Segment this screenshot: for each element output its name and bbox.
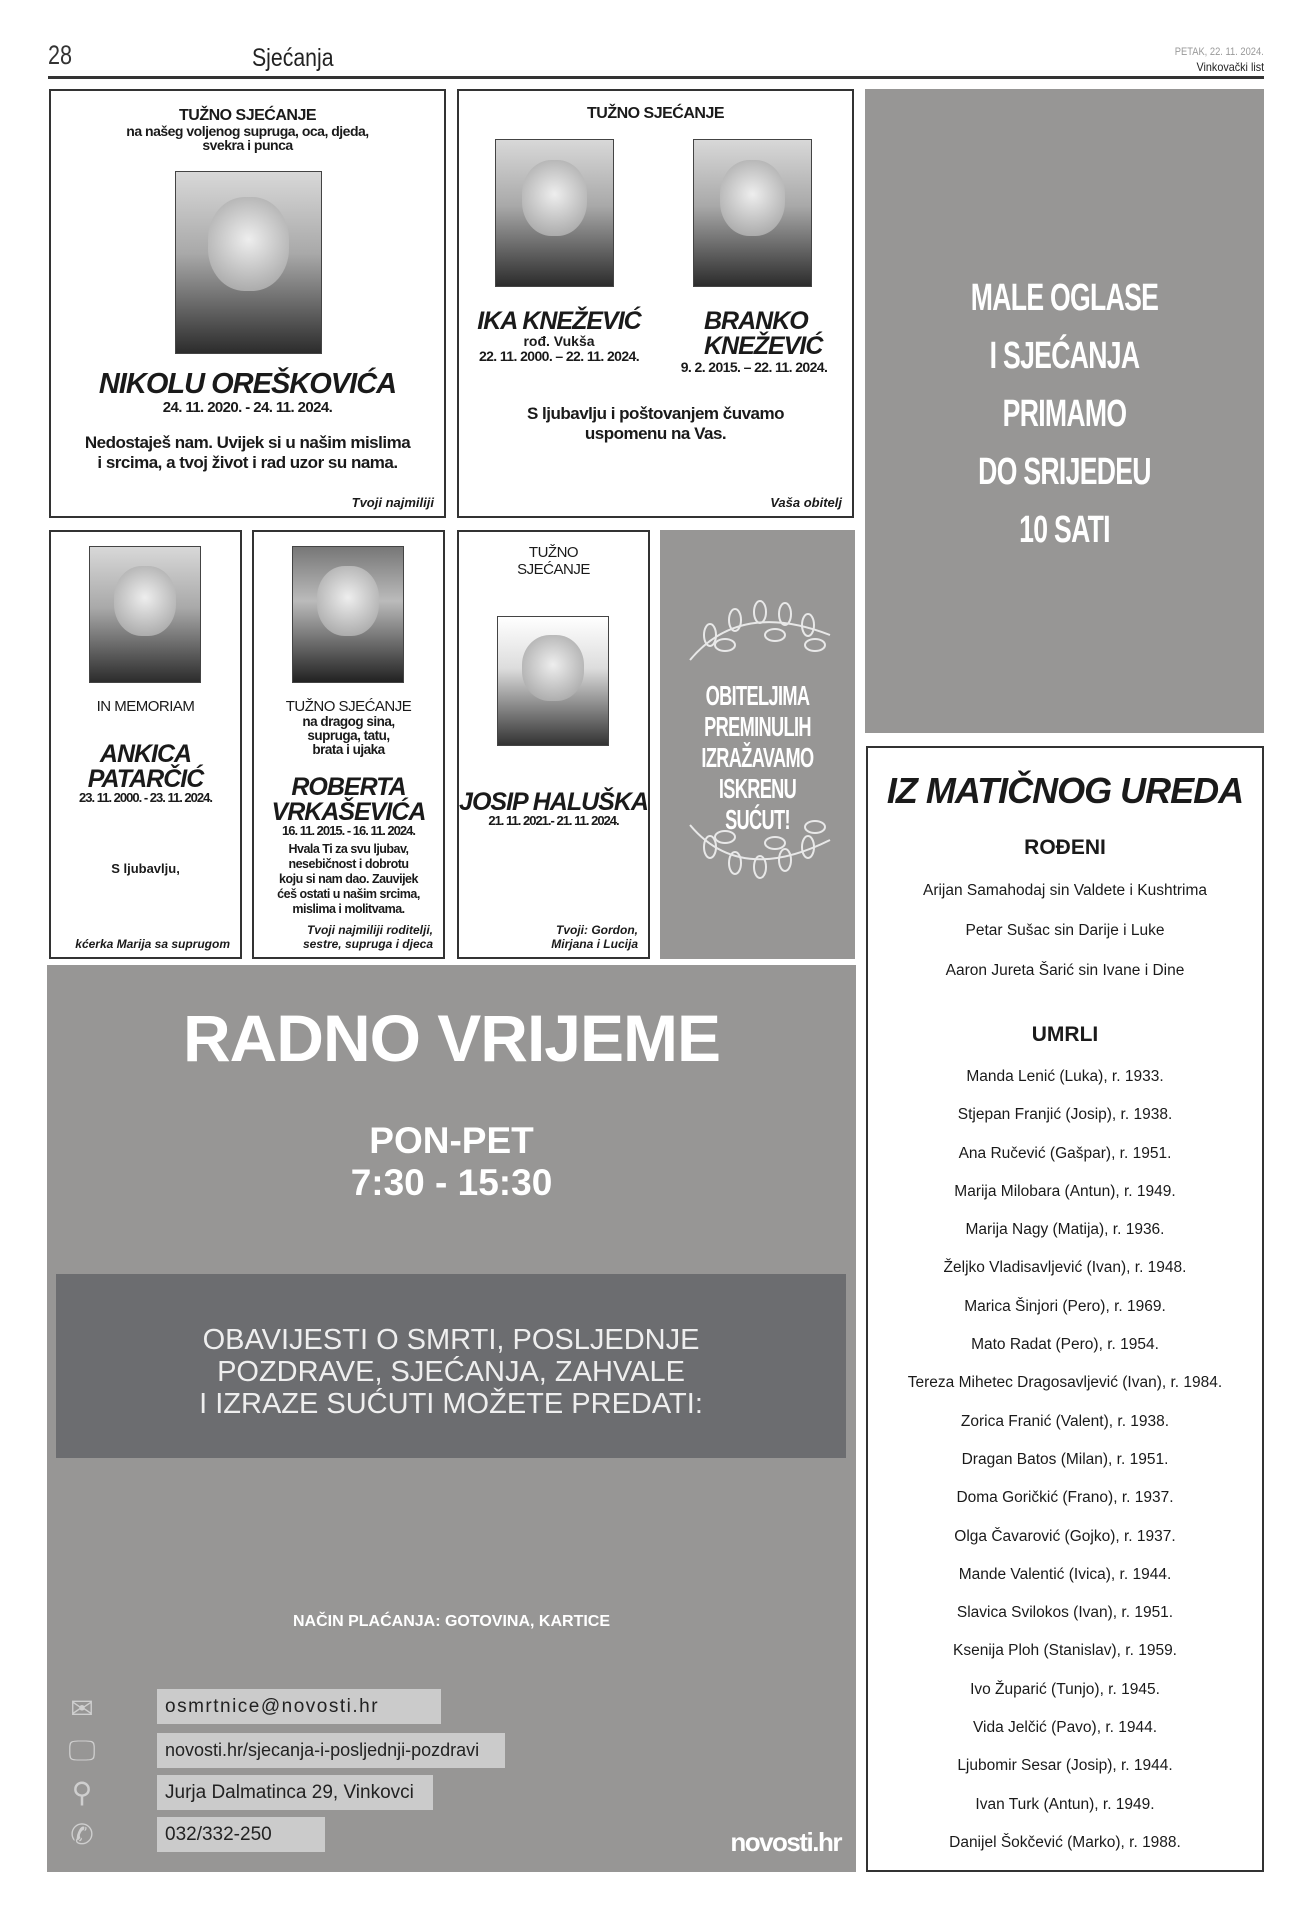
notice-heading: TUŽNO SJEĆANJE bbox=[178, 107, 317, 124]
notice-subtitle: na dragog sina, supruga, tatu, brata i ujaka bbox=[302, 714, 395, 757]
notice-dates: 21. 11. 2021.- 21. 11. 2024. bbox=[488, 813, 619, 828]
died-entry: Ivan Turk (Antun), r. 1949. bbox=[975, 1795, 1155, 1813]
notice-signature: kćerka Marija sa suprugom bbox=[75, 937, 230, 951]
died-entry: Manda Lenić (Luka), r. 1933. bbox=[966, 1068, 1164, 1085]
envelope-icon: ✉ bbox=[70, 1693, 94, 1724]
died-entry: Stjepan Franjić (Josip), r. 1938. bbox=[957, 1106, 1173, 1124]
died-entry: Mato Radat (Pero), r. 1954. bbox=[971, 1336, 1159, 1354]
born-entry: Aaron Jureta Šarić sin Ivane i Dine bbox=[945, 962, 1185, 979]
notice-dates: 22. 11. 2000. – 22. 11. 2024. bbox=[478, 348, 640, 364]
notice-signature: Tvoji najmiliji bbox=[351, 495, 434, 510]
notice-signature: Tvoji: Gordon, Mirjana i Lucija bbox=[551, 923, 638, 951]
person-ika bbox=[469, 309, 649, 364]
contact-email[interactable]: osmrtnice@novosti.hr bbox=[157, 1689, 441, 1724]
died-entry: Ivo Župarić (Tunjo), r. 1945. bbox=[970, 1680, 1160, 1698]
notice-dates: 23. 11. 2000. - 23. 11. 2024. bbox=[79, 790, 212, 805]
notice-dates: 9. 2. 2015. – 22. 11. 2024. bbox=[680, 359, 828, 375]
died-entry: Vida Jelčić (Pavo), r. 1944. bbox=[972, 1719, 1158, 1737]
died-entry: Željko Vladisavljević (Ivan), r. 1948. bbox=[943, 1259, 1187, 1277]
contact-phone[interactable]: 032/332-250 bbox=[157, 1817, 325, 1852]
laurel-branch-icon bbox=[680, 600, 835, 670]
ad-promo-text: MALE OGLASE I SJEĆANJA PRIMAMO DO SRIJEDEU 10 SATI bbox=[970, 277, 1159, 551]
registry-box bbox=[866, 746, 1264, 1872]
portrait-photo bbox=[693, 139, 812, 287]
notice-heading: TUŽNO SJEĆANJE bbox=[586, 105, 725, 122]
working-hours-panel bbox=[47, 965, 856, 1872]
deceased-name: IKA KNEŽEVIĆ bbox=[477, 307, 641, 335]
died-entry: Slavica Svilokos (Ivan), r. 1951. bbox=[956, 1604, 1174, 1622]
condolence-text: OBITELJIMA PREMINULIH IZRAŽAVAMO ISKRENU SUĆUT! bbox=[701, 680, 814, 835]
died-entry: Mande Valentić (Ivica), r. 1944. bbox=[958, 1565, 1172, 1583]
notice-nikola-oreskovic bbox=[49, 89, 446, 518]
monitor-icon: 🖵 bbox=[68, 1735, 96, 1766]
born-list bbox=[868, 882, 1262, 1002]
location-pin-icon: ⚲ bbox=[71, 1777, 93, 1808]
notice-dates: 24. 11. 2020. - 24. 11. 2024. bbox=[162, 399, 333, 416]
died-entry: Olga Čavarović (Gojko), r. 1937. bbox=[954, 1527, 1176, 1545]
notice-ankica-patarcic bbox=[49, 530, 242, 959]
died-entry: Ana Ručević (Gašpar), r. 1951. bbox=[958, 1144, 1172, 1162]
deceased-name: ROBERTA VRKAŠEVIĆA bbox=[271, 773, 426, 826]
portrait-photo bbox=[89, 546, 201, 683]
notice-dates: 16. 11. 2015. - 16. 11. 2024. bbox=[282, 823, 415, 838]
person-branko bbox=[664, 309, 844, 375]
hours-title: RADNO VRIJEME bbox=[182, 1001, 721, 1075]
born-entry: Petar Sušac sin Darije i Luke bbox=[965, 922, 1165, 939]
notice-heading: TUŽNO SJEĆANJE bbox=[285, 698, 412, 715]
section-title: Sjećanja bbox=[252, 44, 334, 72]
died-entry: Zorica Franić (Valent), r. 1938. bbox=[960, 1412, 1170, 1430]
page-number: 28 bbox=[48, 40, 73, 70]
condolence-panel bbox=[660, 530, 855, 959]
novosti-logo: novosti.hr bbox=[730, 1827, 841, 1857]
laurel-branch-icon bbox=[680, 815, 835, 885]
deceased-name: NIKOLU OREŠKOVIĆA bbox=[98, 368, 397, 400]
notice-heading: TUŽNO SJEĆANJE bbox=[517, 544, 590, 578]
deceased-name: BRANKO KNEŽEVIĆ bbox=[704, 307, 823, 360]
died-entry: Marija Milobara (Antun), r. 1949. bbox=[954, 1182, 1176, 1200]
notice-message: Nedostaješ nam. Uvijek si u našim mislima i srcima, a tvoj život i rad uzor su nama. bbox=[84, 433, 411, 472]
died-entry: Doma Goričkić (Frano), r. 1937. bbox=[956, 1489, 1174, 1507]
hours-days: PON-PET bbox=[369, 1120, 534, 1161]
payment-methods: NAČIN PLAĆANJA: GOTOVINA, KARTICE bbox=[292, 1613, 611, 1630]
paper-name: Vinkovački list bbox=[1196, 60, 1264, 74]
portrait-photo bbox=[497, 616, 609, 746]
deceased-name: ANKICA PATARČIĆ bbox=[87, 740, 204, 793]
died-entry: Tereza Mihetec Dragosavljević (Ivan), r. 1984. bbox=[907, 1374, 1223, 1392]
notice-roberta-vrkasevic bbox=[252, 530, 445, 959]
died-entry: Marija Nagy (Matija), r. 1936. bbox=[965, 1221, 1165, 1239]
portrait-photo bbox=[495, 139, 614, 287]
notice-signature: Vaša obitelj bbox=[770, 495, 842, 510]
ad-promo-panel bbox=[865, 89, 1264, 733]
header-rule bbox=[48, 76, 1264, 79]
contact-website[interactable]: novosti.hr/sjecanja-i-posljednji-pozdravi bbox=[157, 1733, 505, 1768]
died-entry: Marica Šinjori (Pero), r. 1969. bbox=[964, 1297, 1166, 1315]
info-box bbox=[56, 1274, 846, 1458]
hours-time: 7:30 - 15:30 bbox=[350, 1162, 553, 1203]
died-entry: Ljubomir Sesar (Josip), r. 1944. bbox=[957, 1757, 1173, 1775]
notice-heading: IN MEMORIAM bbox=[96, 698, 195, 715]
born-heading: ROĐENI bbox=[1024, 836, 1106, 859]
deceased-name: JOSIP HALUŠKA bbox=[459, 788, 648, 816]
phone-icon: ✆ bbox=[70, 1819, 94, 1850]
issue-date: PETAK, 22. 11. 2024. bbox=[1174, 46, 1264, 58]
contact-address: Jurja Dalmatinca 29, Vinkovci bbox=[157, 1775, 433, 1810]
died-entry: Ksenija Ploh (Stanislav), r. 1959. bbox=[952, 1642, 1177, 1660]
notice-signature: Tvoji najmiliji roditelji, sestre, supruga i djeca bbox=[302, 923, 433, 951]
notice-message: Hvala Ti za svu ljubav, nesebičnost i dobrotu koju si nam dao. Zauvijek ćeš ostati u našim srcima, mislima i molitvama. bbox=[277, 842, 420, 916]
portrait-photo bbox=[175, 171, 322, 354]
notice-message: S ljubavlju, bbox=[111, 861, 180, 876]
notice-subtitle: na našeg voljenog supruga, oca, djeda, svekra i punca bbox=[126, 123, 369, 153]
notice-knezevic bbox=[457, 89, 854, 518]
born-entry: Arijan Samahodaj sin Valdete i Kushtrima bbox=[922, 882, 1208, 899]
registry-title: IZ MATIČNOG UREDA bbox=[886, 770, 1244, 811]
notice-message: S ljubavlju i poštovanjem čuvamo uspomenu na Vas. bbox=[526, 404, 784, 443]
died-list bbox=[868, 1068, 1262, 1872]
info-text: OBAVIJESTI O SMRTI, POSLJEDNJE POZDRAVE, SJEĆANJA, ZAHVALE I IZRAZE SUĆUTI MOŽETE PREDATI: bbox=[199, 1324, 703, 1420]
died-entry: Danijel Šokčević (Marko), r. 1988. bbox=[949, 1833, 1181, 1851]
notice-josip-haluska bbox=[457, 530, 650, 959]
died-entry: Dragan Batos (Milan), r. 1951. bbox=[961, 1450, 1169, 1468]
died-heading: UMRLI bbox=[1031, 1023, 1099, 1046]
portrait-photo bbox=[292, 546, 404, 683]
maiden-name: rođ. Vukša bbox=[523, 333, 595, 349]
